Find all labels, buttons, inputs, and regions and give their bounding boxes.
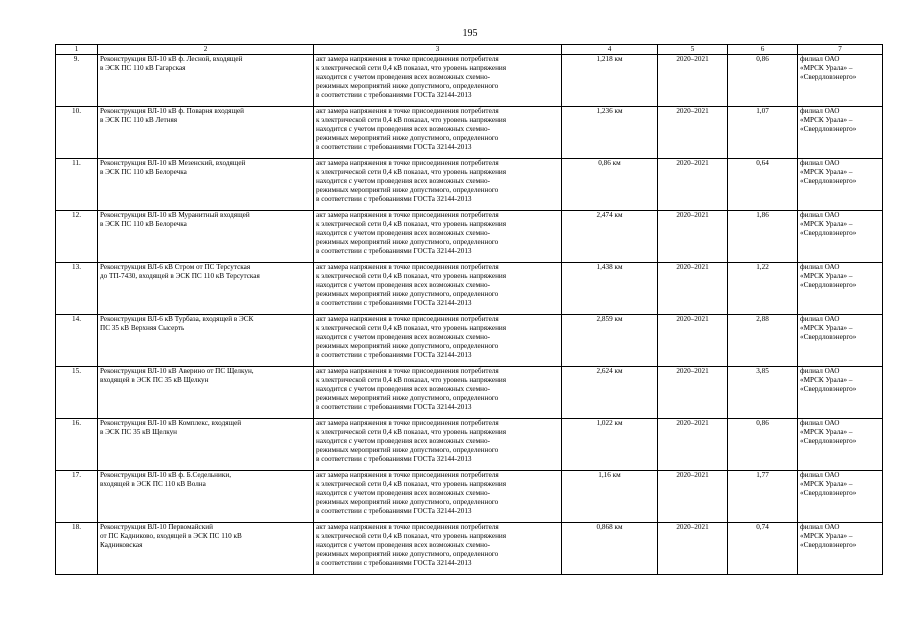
cost-value: 1,77	[728, 471, 798, 523]
cost-value: 0,64	[728, 159, 798, 211]
executor: филиал ОАО «МРСК Урала» – «Свердловэнерго»	[798, 107, 883, 159]
table-row	[56, 211, 883, 263]
column-header: 2	[98, 45, 314, 55]
justification: акт замера напряжения в точке присоединения потребителя к электрической сети 0,4 кВ показал, что уровень напряжения находится с учетом проведения всех возможных схемно- режимных мероприятий ниже допустимого, определенного в соответствии с требованиями ГОСТа 32144-2013	[314, 471, 562, 523]
line-length: 1,022 км	[562, 419, 658, 471]
table-row	[56, 419, 883, 471]
implementation-period: 2020–2021	[658, 107, 728, 159]
project-name: Реконструкция ВЛ-6 кВ Стром от ПС Терсутская до ТП-7430, входящей в ЭСК ПС 110 кВ Терсутская	[98, 263, 314, 315]
page-number: 195	[462, 28, 478, 39]
implementation-period: 2020–2021	[658, 211, 728, 263]
justification: акт замера напряжения в точке присоединения потребителя к электрической сети 0,4 кВ показал, что уровень напряжения находится с учетом проведения всех возможных схемно- режимных мероприятий ниже допустимого, определенного в соответствии с требованиями ГОСТа 32144-2013	[314, 315, 562, 367]
line-length: 1,16 км	[562, 471, 658, 523]
executor: филиал ОАО «МРСК Урала» – «Свердловэнерго»	[798, 315, 883, 367]
table-row	[56, 107, 883, 159]
executor: филиал ОАО «МРСК Урала» – «Свердловэнерго»	[798, 367, 883, 419]
table-row	[56, 523, 883, 575]
executor: филиал ОАО «МРСК Урала» – «Свердловэнерго»	[798, 471, 883, 523]
cost-value: 1,86	[728, 211, 798, 263]
executor: филиал ОАО «МРСК Урала» – «Свердловэнерго»	[798, 211, 883, 263]
row-number: 14.	[56, 315, 98, 367]
row-number: 9.	[56, 55, 98, 107]
project-name: Реконструкция ВЛ-10 кВ Муранитный входящей в ЭСК ПС 110 кВ Белоречка	[98, 211, 314, 263]
table-row	[56, 263, 883, 315]
implementation-period: 2020–2021	[658, 523, 728, 575]
table-row	[56, 367, 883, 419]
cost-value: 1,22	[728, 263, 798, 315]
cost-value: 0,86	[728, 55, 798, 107]
line-length: 1,218 км	[562, 55, 658, 107]
row-number: 16.	[56, 419, 98, 471]
header-row	[56, 45, 883, 55]
implementation-period: 2020–2021	[658, 55, 728, 107]
table-row	[56, 315, 883, 367]
implementation-period: 2020–2021	[658, 159, 728, 211]
projects-table	[55, 44, 883, 575]
executor: филиал ОАО «МРСК Урала» – «Свердловэнерго»	[798, 159, 883, 211]
row-number: 11.	[56, 159, 98, 211]
project-name: Реконструкция ВЛ-10 кВ Аверино от ПС Щелкун, входящей в ЭСК ПС 35 кВ Щелкун	[98, 367, 314, 419]
table-row	[56, 159, 883, 211]
cost-value: 0,74	[728, 523, 798, 575]
table-row	[56, 55, 883, 107]
project-name: Реконструкция ВЛ-6 кВ Турбаза, входящей в ЭСК ПС 35 кВ Верхняя Сысерть	[98, 315, 314, 367]
row-number: 10.	[56, 107, 98, 159]
line-length: 2,474 км	[562, 211, 658, 263]
row-number: 17.	[56, 471, 98, 523]
implementation-period: 2020–2021	[658, 471, 728, 523]
line-length: 0,868 км	[562, 523, 658, 575]
project-name: Реконструкция ВЛ-10 Первомайский от ПС Кадниково, входящей в ЭСК ПС 110 кВ Кадниковская	[98, 523, 314, 575]
justification: акт замера напряжения в точке присоединения потребителя к электрической сети 0,4 кВ показал, что уровень напряжения находится с учетом проведения всех возможных схемно- режимных мероприятий ниже допустимого, определенного в соответствии с требованиями ГОСТа 32144-2013	[314, 55, 562, 107]
justification: акт замера напряжения в точке присоединения потребителя к электрической сети 0,4 кВ показал, что уровень напряжения находится с учетом проведения всех возможных схемно- режимных мероприятий ниже допустимого, определенного в соответствии с требованиями ГОСТа 32144-2013	[314, 107, 562, 159]
executor: филиал ОАО «МРСК Урала» – «Свердловэнерго»	[798, 263, 883, 315]
justification: акт замера напряжения в точке присоединения потребителя к электрической сети 0,4 кВ показал, что уровень напряжения находится с учетом проведения всех возможных схемно- режимных мероприятий ниже допустимого, определенного в соответствии с требованиями ГОСТа 32144-2013	[314, 159, 562, 211]
executor: филиал ОАО «МРСК Урала» – «Свердловэнерго»	[798, 523, 883, 575]
column-header: 4	[562, 45, 658, 55]
cost-value: 1,07	[728, 107, 798, 159]
column-header: 5	[658, 45, 728, 55]
implementation-period: 2020–2021	[658, 263, 728, 315]
table-row	[56, 471, 883, 523]
justification: акт замера напряжения в точке присоединения потребителя к электрической сети 0,4 кВ показал, что уровень напряжения находится с учетом проведения всех возможных схемно- режимных мероприятий ниже допустимого, определенного в соответствии с требованиями ГОСТа 32144-2013	[314, 419, 562, 471]
line-length: 1,236 км	[562, 107, 658, 159]
line-length: 2,624 км	[562, 367, 658, 419]
justification: акт замера напряжения в точке присоединения потребителя к электрической сети 0,4 кВ показал, что уровень напряжения находится с учетом проведения всех возможных схемно- режимных мероприятий ниже допустимого, определенного в соответствии с требованиями ГОСТа 32144-2013	[314, 263, 562, 315]
executor: филиал ОАО «МРСК Урала» – «Свердловэнерго»	[798, 55, 883, 107]
implementation-period: 2020–2021	[658, 315, 728, 367]
column-header: 3	[314, 45, 562, 55]
row-number: 18.	[56, 523, 98, 575]
implementation-period: 2020–2021	[658, 419, 728, 471]
implementation-period: 2020–2021	[658, 367, 728, 419]
project-name: Реконструкция ВЛ-10 кВ ф. Поварня входящей в ЭСК ПС 110 кВ Летняя	[98, 107, 314, 159]
column-header: 7	[798, 45, 883, 55]
project-name: Реконструкция ВЛ-10 кВ Мезенский, входящей в ЭСК ПС 110 кВ Белоречка	[98, 159, 314, 211]
justification: акт замера напряжения в точке присоединения потребителя к электрической сети 0,4 кВ показал, что уровень напряжения находится с учетом проведения всех возможных схемно- режимных мероприятий ниже допустимого, определенного в соответствии с требованиями ГОСТа 32144-2013	[314, 211, 562, 263]
cost-value: 2,88	[728, 315, 798, 367]
row-number: 15.	[56, 367, 98, 419]
line-length: 2,859 км	[562, 315, 658, 367]
line-length: 1,438 км	[562, 263, 658, 315]
row-number: 12.	[56, 211, 98, 263]
column-header: 6	[728, 45, 798, 55]
project-name: Реконструкция ВЛ-10 кВ Комплекс, входящей в ЭСК ПС 35 кВ Щелкун	[98, 419, 314, 471]
justification: акт замера напряжения в точке присоединения потребителя к электрической сети 0,4 кВ показал, что уровень напряжения находится с учетом проведения всех возможных схемно- режимных мероприятий ниже допустимого, определенного в соответствии с требованиями ГОСТа 32144-2013	[314, 523, 562, 575]
executor: филиал ОАО «МРСК Урала» – «Свердловэнерго»	[798, 419, 883, 471]
cost-value: 3,85	[728, 367, 798, 419]
justification: акт замера напряжения в точке присоединения потребителя к электрической сети 0,4 кВ показал, что уровень напряжения находится с учетом проведения всех возможных схемно- режимных мероприятий ниже допустимого, определенного в соответствии с требованиями ГОСТа 32144-2013	[314, 367, 562, 419]
column-header: 1	[56, 45, 98, 55]
cost-value: 0,86	[728, 419, 798, 471]
project-name: Реконструкция ВЛ-10 кВ ф. Лесной, входящей в ЭСК ПС 110 кВ Гагарская	[98, 55, 314, 107]
project-name: Реконструкция ВЛ-10 кВ ф. Б.Седельники, входящей в ЭСК ПС 110 кВ Волна	[98, 471, 314, 523]
line-length: 0,86 км	[562, 159, 658, 211]
row-number: 13.	[56, 263, 98, 315]
